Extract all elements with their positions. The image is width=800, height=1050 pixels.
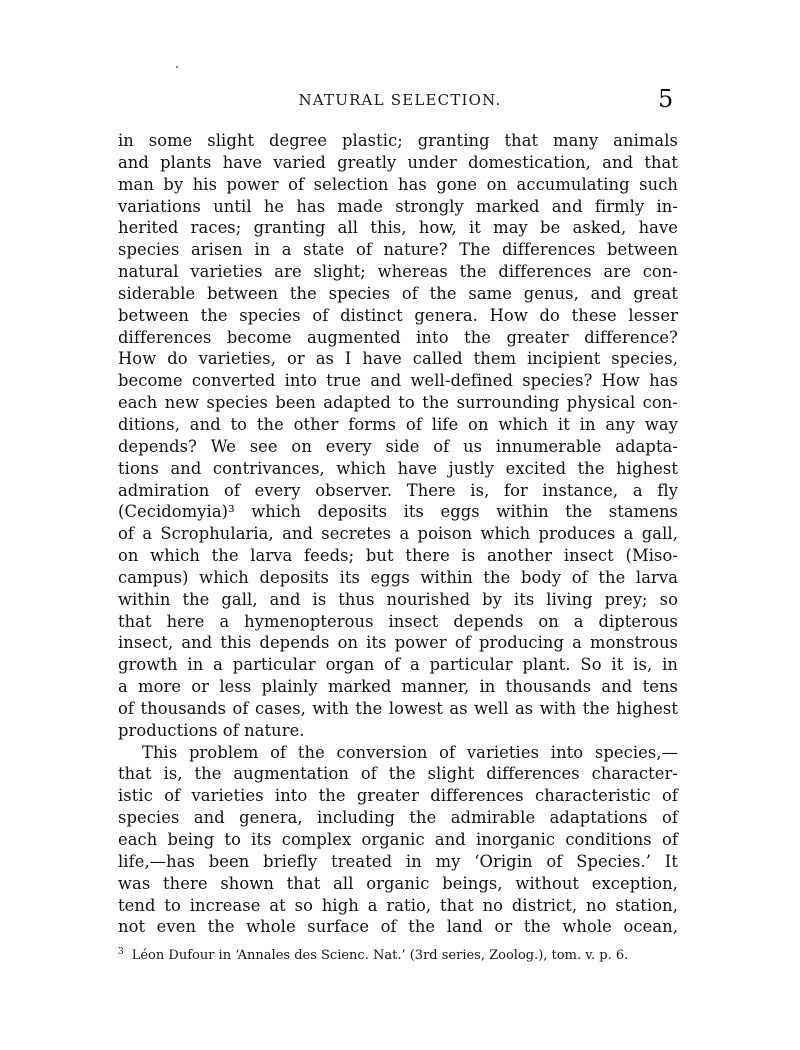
footnote-text: Léon Dufour in ‘Annales des Scienc. Nat.’ (3rd series, Zoolog.), tom. v. p. 6.	[131, 948, 629, 963]
page-number: 5	[658, 85, 674, 113]
text-line: between the species of distinct genera. How do these lesser	[118, 305, 678, 325]
footnote-marker: 3	[118, 946, 124, 957]
text-line: within the gall, and is thus nourished by its living prey; so	[118, 589, 678, 609]
text-line: life,—has been briefly treated in my ‘Origin of Species.’ It	[118, 851, 678, 871]
text-line: in some slight degree plastic; granting that many animals	[118, 131, 678, 150]
text-line: campus) which deposits its eggs within the body of the larva	[118, 567, 678, 587]
text-line: each being to its complex organic and inorganic conditions of	[118, 830, 678, 849]
text-line: variations until he has made strongly marked and firmly in-	[118, 196, 678, 216]
text-line: not even the whole surface of the land or the whole ocean,	[118, 917, 678, 937]
text-line: productions of nature.	[118, 720, 305, 740]
text-line: admiration of every observer. There is, for instance, a fly	[118, 480, 678, 500]
text-line: that here a hymenopterous insect depends on a dipterous	[118, 611, 678, 631]
text-line: a more or less plainly marked manner, in thousands and tens	[118, 677, 678, 697]
body-text	[118, 130, 678, 938]
text-line: man by his power of selection has gone on accumulating such	[118, 174, 678, 194]
text-line: tend to increase at so high a ratio, that no district, no station,	[118, 895, 678, 915]
text-line: siderable between the species of the same genus, and great	[118, 283, 678, 303]
text-line: become converted into true and well-defined species? How has	[118, 371, 678, 391]
text-line: How do varieties, or as I have called them incipient species,	[118, 349, 678, 369]
text-line: species and genera, including the admirable adaptations of	[118, 808, 678, 828]
running-head	[0, 85, 800, 115]
text-line: each new species been adapted to the surrounding physical con-	[118, 393, 678, 413]
text-line: ditions, and to the other forms of life on which it in any way	[118, 414, 678, 434]
text-line: was there shown that all organic beings, without exception,	[118, 873, 678, 893]
text-line: natural varieties are slight; whereas the differences are con-	[118, 262, 678, 282]
text-line: species arisen in a state of nature? The differences between	[118, 240, 678, 260]
paragraph-1	[118, 130, 678, 742]
text-line: of thousands of cases, with the lowest as well as with the highest	[118, 698, 678, 718]
text-line: tions and contrivances, which have justly excited the highest	[118, 458, 678, 478]
text-line: on which the larva feeds; but there is another insect (Miso-	[118, 546, 678, 566]
text-line: This problem of the conversion of varieties into species,—	[142, 742, 678, 762]
text-line: differences become augmented into the greater difference?	[118, 327, 678, 347]
text-line: of a Scrophularia, and secretes a poison which produces a gall,	[118, 524, 678, 544]
text-line: depends? We see on every side of us innumerable adapta-	[118, 436, 678, 456]
running-title: NATURAL SELECTION.	[298, 91, 502, 109]
text-line: insect, and this depends on its power of producing a monstrous	[118, 633, 678, 653]
text-line-with-footnote-ref: (Cecidomyia)³ which deposits its eggs within the stamens	[118, 502, 678, 522]
text-line: growth in a particular organ of a particular plant. So it is, in	[118, 655, 678, 675]
text-line: and plants have varied greatly under domestication, and that	[118, 152, 678, 172]
text-line: istic of varieties into the greater differences characteristic of	[118, 786, 678, 806]
footnote	[118, 946, 678, 966]
text-line: herited races; granting all this, how, it may be asked, have	[118, 218, 678, 238]
stray-ink-dot	[176, 66, 178, 68]
paragraph-2	[118, 742, 678, 939]
text-line: that is, the augmentation of the slight differences character-	[118, 764, 678, 784]
